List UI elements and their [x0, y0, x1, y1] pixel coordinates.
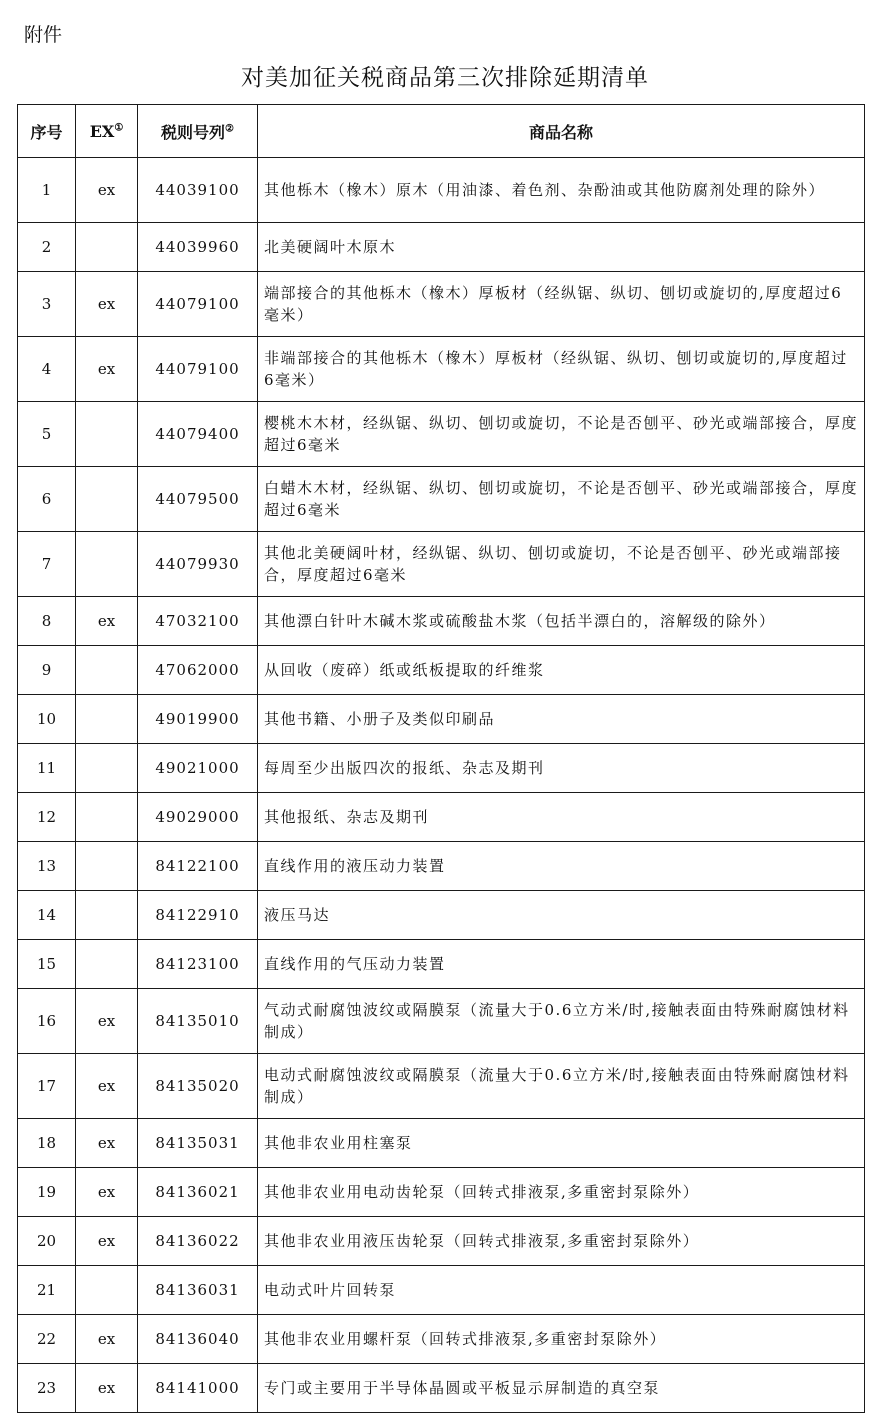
row-product-name: 专门或主要用于半导体晶圆或平板显示屏制造的真空泵 [258, 1364, 865, 1413]
row-tariff-code: 44079500 [138, 467, 258, 532]
row-tariff-code: 44039960 [138, 223, 258, 272]
row-ex-flag [76, 646, 138, 695]
table-row [18, 223, 865, 272]
row-product-name: 其他非农业用柱塞泵 [258, 1119, 865, 1168]
row-product-name: 其他栎木（橡木）原木（用油漆、着色剂、杂酚油或其他防腐剂处理的除外） [258, 158, 865, 223]
row-product-name: 直线作用的液压动力装置 [258, 842, 865, 891]
table-row [18, 891, 865, 940]
row-tariff-code: 84136040 [138, 1315, 258, 1364]
table-row [18, 1217, 865, 1266]
row-product-name: 其他非农业用液压齿轮泵（回转式排液泵,多重密封泵除外） [258, 1217, 865, 1266]
row-product-name: 直线作用的气压动力装置 [258, 940, 865, 989]
table-row [18, 940, 865, 989]
row-tariff-code: 84141000 [138, 1364, 258, 1413]
row-ex-flag [76, 891, 138, 940]
row-tariff-code: 84135031 [138, 1119, 258, 1168]
row-ex-flag [76, 793, 138, 842]
row-ex-flag: ex [76, 1054, 138, 1119]
row-product-name: 其他报纸、杂志及期刊 [258, 793, 865, 842]
row-tariff-code: 84135010 [138, 989, 258, 1054]
row-ex-flag: ex [76, 1168, 138, 1217]
row-tariff-code: 84122910 [138, 891, 258, 940]
row-tariff-code: 44079930 [138, 532, 258, 597]
table-row [18, 1315, 865, 1364]
row-product-name: 其他北美硬阔叶材，经纵锯、纵切、刨切或旋切，不论是否刨平、砂光或端部接合，厚度超过6毫米 [258, 532, 865, 597]
table-header-row [18, 105, 865, 158]
row-number: 11 [18, 744, 76, 793]
row-number: 8 [18, 597, 76, 646]
row-ex-flag [76, 402, 138, 467]
row-ex-flag: ex [76, 1364, 138, 1413]
row-number: 14 [18, 891, 76, 940]
table-row [18, 158, 865, 223]
row-tariff-code: 47032100 [138, 597, 258, 646]
row-ex-flag: ex [76, 1315, 138, 1364]
row-ex-flag: ex [76, 337, 138, 402]
row-product-name: 白蜡木木材，经纵锯、纵切、刨切或旋切，不论是否刨平、砂光或端部接合，厚度超过6毫米 [258, 467, 865, 532]
row-number: 17 [18, 1054, 76, 1119]
table-row [18, 744, 865, 793]
row-product-name: 其他非农业用电动齿轮泵（回转式排液泵,多重密封泵除外） [258, 1168, 865, 1217]
row-product-name: 电动式叶片回转泵 [258, 1266, 865, 1315]
row-ex-flag: ex [76, 158, 138, 223]
row-tariff-code: 49029000 [138, 793, 258, 842]
row-ex-flag [76, 842, 138, 891]
row-product-name: 樱桃木木材，经纵锯、纵切、刨切或旋切，不论是否刨平、砂光或端部接合，厚度超过6毫米 [258, 402, 865, 467]
row-number: 23 [18, 1364, 76, 1413]
footnote-marker: ① [114, 122, 124, 134]
row-ex-flag [76, 940, 138, 989]
row-tariff-code: 84136031 [138, 1266, 258, 1315]
row-product-name: 其他漂白针叶木碱木浆或硫酸盐木浆（包括半漂白的，溶解级的除外） [258, 597, 865, 646]
row-product-name: 北美硬阔叶木原木 [258, 223, 865, 272]
header-name: 商品名称 [258, 105, 865, 158]
row-ex-flag [76, 1266, 138, 1315]
row-product-name: 端部接合的其他栎木（橡木）厚板材（经纵锯、纵切、刨切或旋切的,厚度超过6毫米） [258, 272, 865, 337]
row-tariff-code: 49021000 [138, 744, 258, 793]
row-product-name: 非端部接合的其他栎木（橡木）厚板材（经纵锯、纵切、刨切或旋切的,厚度超过6毫米） [258, 337, 865, 402]
row-product-name: 其他书籍、小册子及类似印刷品 [258, 695, 865, 744]
table-row [18, 532, 865, 597]
header-ex: EX① [76, 105, 138, 158]
row-ex-flag [76, 467, 138, 532]
row-product-name: 液压马达 [258, 891, 865, 940]
row-ex-flag [76, 223, 138, 272]
row-number: 1 [18, 158, 76, 223]
row-product-name: 从回收（废碎）纸或纸板提取的纤维浆 [258, 646, 865, 695]
table-row [18, 1266, 865, 1315]
table-row [18, 337, 865, 402]
row-product-name: 每周至少出版四次的报纸、杂志及期刊 [258, 744, 865, 793]
table-row [18, 989, 865, 1054]
row-tariff-code: 44039100 [138, 158, 258, 223]
attachment-label: 附件 [24, 24, 63, 46]
row-ex-flag [76, 532, 138, 597]
row-tariff-code: 49019900 [138, 695, 258, 744]
table-row [18, 402, 865, 467]
row-ex-flag: ex [76, 989, 138, 1054]
row-product-name: 气动式耐腐蚀波纹或隔膜泵（流量大于0.6立方米/时,接触表面由特殊耐腐蚀材料制成） [258, 989, 865, 1054]
table-row [18, 695, 865, 744]
header-code: 税则号列② [138, 105, 258, 158]
row-product-name: 电动式耐腐蚀波纹或隔膜泵（流量大于0.6立方米/时,接触表面由特殊耐腐蚀材料制成） [258, 1054, 865, 1119]
row-number: 6 [18, 467, 76, 532]
row-number: 3 [18, 272, 76, 337]
row-number: 9 [18, 646, 76, 695]
row-number: 13 [18, 842, 76, 891]
row-ex-flag: ex [76, 597, 138, 646]
row-ex-flag [76, 744, 138, 793]
row-number: 10 [18, 695, 76, 744]
row-number: 22 [18, 1315, 76, 1364]
table-row [18, 1054, 865, 1119]
row-number: 18 [18, 1119, 76, 1168]
row-number: 20 [18, 1217, 76, 1266]
table-row [18, 1364, 865, 1413]
row-number: 7 [18, 532, 76, 597]
document-title: 对美加征关税商品第三次排除延期清单 [241, 65, 649, 91]
row-ex-flag [76, 695, 138, 744]
row-tariff-code: 84136021 [138, 1168, 258, 1217]
row-number: 15 [18, 940, 76, 989]
table-row [18, 597, 865, 646]
row-product-name: 其他非农业用螺杆泵（回转式排液泵,多重密封泵除外） [258, 1315, 865, 1364]
row-tariff-code: 44079400 [138, 402, 258, 467]
table-row [18, 842, 865, 891]
header-no: 序号 [18, 105, 76, 158]
row-number: 19 [18, 1168, 76, 1217]
row-number: 4 [18, 337, 76, 402]
row-number: 21 [18, 1266, 76, 1315]
row-number: 5 [18, 402, 76, 467]
row-tariff-code: 84135020 [138, 1054, 258, 1119]
row-tariff-code: 84136022 [138, 1217, 258, 1266]
row-ex-flag: ex [76, 1119, 138, 1168]
row-tariff-code: 84123100 [138, 940, 258, 989]
table-row [18, 646, 865, 695]
row-ex-flag: ex [76, 1217, 138, 1266]
table-row [18, 1168, 865, 1217]
table-row [18, 1119, 865, 1168]
tariff-exclusion-table [17, 104, 865, 1413]
table-row [18, 793, 865, 842]
row-number: 16 [18, 989, 76, 1054]
row-number: 2 [18, 223, 76, 272]
row-tariff-code: 44079100 [138, 272, 258, 337]
table-row [18, 467, 865, 532]
row-ex-flag: ex [76, 272, 138, 337]
row-tariff-code: 84122100 [138, 842, 258, 891]
row-number: 12 [18, 793, 76, 842]
footnote-marker: ② [225, 123, 234, 135]
row-tariff-code: 47062000 [138, 646, 258, 695]
table-row [18, 272, 865, 337]
row-tariff-code: 44079100 [138, 337, 258, 402]
